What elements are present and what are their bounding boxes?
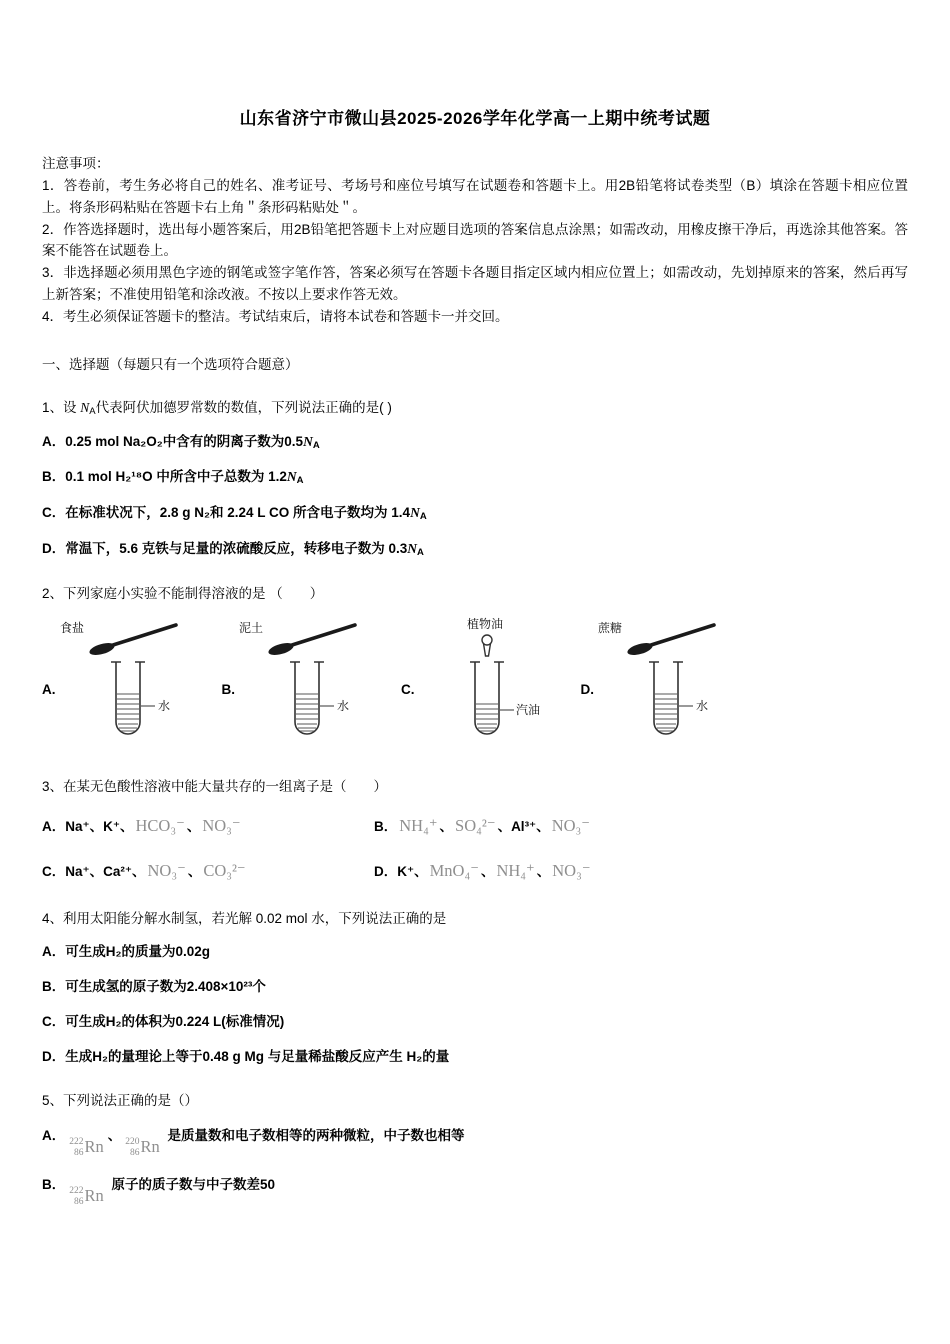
question-4-option-d: D．生成H₂的量理论上等于0.48 g Mg 与足量稀盐酸反应产生 H₂的量 xyxy=(42,1048,450,1064)
question-1 xyxy=(42,397,908,560)
question-1-option-d: D．常温下，5.6 克铁与足量的浓硫酸反应，转移电子数为 0.3NA xyxy=(42,540,424,558)
question-4-option-c: C．可生成H₂的体积为0.224 L(标准情况) xyxy=(42,1013,285,1029)
question-5-stem: 5、下列说法正确的是（） xyxy=(42,1092,199,1108)
note-item-4: 4．考生必须保证答题卡的整洁。考试结束后，请将本试卷和答题卡一并交回。 xyxy=(42,309,509,325)
note-item-3: 3．非选择题必须用黑色字迹的钢笔或签字笔作答，答案必须写在答题卡各题目指定区域内相应位置上；如需改动，先划掉原来的答案，然后再写上新答案；不准使用铅笔和涂改液。不按以上要求作答无效。 xyxy=(42,265,908,303)
diagram-letter: C. xyxy=(401,681,415,697)
section-heading: 一、选择题（每题只有一个选项符合题意） xyxy=(42,356,299,372)
spoon-icon xyxy=(626,625,714,657)
question-4-stem: 4、利用太阳能分解水制氢，若光解 0.02 mol 水，下列说法正确的是 xyxy=(42,911,447,927)
question-1-options xyxy=(42,432,908,561)
diagram-option-b xyxy=(222,616,388,754)
question-4-option-a: A．可生成H₂的质量为0.02g xyxy=(42,944,211,959)
question-3-option-c: C．Na⁺、Ca²⁺、 NO₃⁻ 、 CO₃²⁻ xyxy=(42,861,246,881)
diagram-option-a xyxy=(42,616,208,754)
diagram-option-c xyxy=(401,616,567,754)
note-item-1: 1．答卷前，考生务必将自己的姓名、准考证号、考场号和座位号填写在试题卷和答题卡上。用2B铅笔将试卷类型（B）填涂在答题卡相应位置上。将条形码粘贴在答题卡右上角＂条形码粘贴处＂。 xyxy=(42,177,908,215)
question-3-option-b: B． NH₄⁺ 、 SO₄²⁻ 、Al³⁺、 NO₃⁻ xyxy=(374,815,590,835)
question-3-option-a: A．Na⁺、K⁺、 HCO₃⁻ 、 NO₃⁻ xyxy=(42,815,241,835)
liquid-label: 汽油 xyxy=(515,703,540,718)
question-2-stem: 2、下列家庭小实验不能制得溶液的是 （ ） xyxy=(42,585,324,601)
experiment-diagram-sugar xyxy=(596,616,746,754)
question-4 xyxy=(42,908,908,1067)
liquid-label: 水 xyxy=(337,699,350,714)
liquid-label: 水 xyxy=(157,699,170,714)
diagram-letter: D. xyxy=(580,681,594,697)
question-4-option-b: B．可生成氢的原子数为2.408×10²³个 xyxy=(42,978,266,994)
dropper-icon xyxy=(482,635,492,656)
question-2-diagrams xyxy=(42,616,908,754)
question-3-stem: 3、在某无色酸性溶液中能大量共存的一组离子是（ ） xyxy=(42,779,388,795)
question-3-option-d: D．K⁺、 MnO₄⁻ 、 NH₄⁺ 、 NO₃⁻ xyxy=(374,861,591,881)
question-3-row-2 xyxy=(42,855,908,886)
question-5-option-b: B． 222 86 Rn 原子的质子数与中子数差50 xyxy=(42,1177,276,1207)
test-tube-icon xyxy=(290,662,324,734)
diagram-letter: B. xyxy=(221,681,235,697)
substance-label: 食盐 xyxy=(59,621,84,636)
question-3 xyxy=(42,776,908,886)
question-2 xyxy=(42,583,908,755)
spoon-icon xyxy=(267,625,355,657)
question-3-row-1 xyxy=(42,810,908,841)
diagram-letter: A. xyxy=(42,681,56,697)
spoon-icon xyxy=(88,625,176,657)
experiment-diagram-mud xyxy=(237,616,387,754)
question-4-options xyxy=(42,942,908,1068)
page-title: 山东省济宁市微山县2025-2026学年化学高一上期中统考试题 xyxy=(239,109,711,128)
question-5-options xyxy=(42,1123,908,1207)
question-1-stem: 1、设 NA代表阿伏加德罗常数的数值，下列说法正确的是( ) xyxy=(42,400,392,418)
question-1-option-b: B．0.1 mol H₂¹⁸O 中所含中子总数为 1.2NA xyxy=(42,469,304,487)
test-tube-icon xyxy=(111,662,145,734)
test-tube-icon xyxy=(470,662,504,734)
question-5 xyxy=(42,1090,908,1207)
liquid-label: 水 xyxy=(696,699,709,714)
notes-section xyxy=(42,153,908,328)
question-1-option-c: C．在标准状况下，2.8 g N₂和 2.24 L CO 所含电子数均为 1.4NA xyxy=(42,505,427,523)
substance-label: 泥土 xyxy=(239,621,264,636)
question-5-option-a: A． 222 86 Rn 、 220 86 Rn 是质量数和电子数相等的两种微粒，中子数也相等 xyxy=(42,1128,465,1158)
notes-heading: 注意事项： xyxy=(42,156,110,171)
question-1-option-a: A．0.25 mol Na₂O₂中含有的阴离子数为0.5NA xyxy=(42,433,320,451)
diagram-option-d xyxy=(581,616,747,754)
substance-label: 蔗糖 xyxy=(598,621,623,636)
test-tube-icon xyxy=(649,662,683,734)
substance-label: 植物油 xyxy=(466,617,503,632)
experiment-diagram-oil xyxy=(417,616,567,754)
experiment-diagram-salt xyxy=(58,616,208,754)
note-item-2: 2．作答选择题时，选出每小题答案后，用2B铅笔把答题卡上对应题目选项的答案信息点涂黑；如需改动，用橡皮擦干净后，再选涂其他答案。答案不能答在试题卷上。 xyxy=(42,221,908,259)
